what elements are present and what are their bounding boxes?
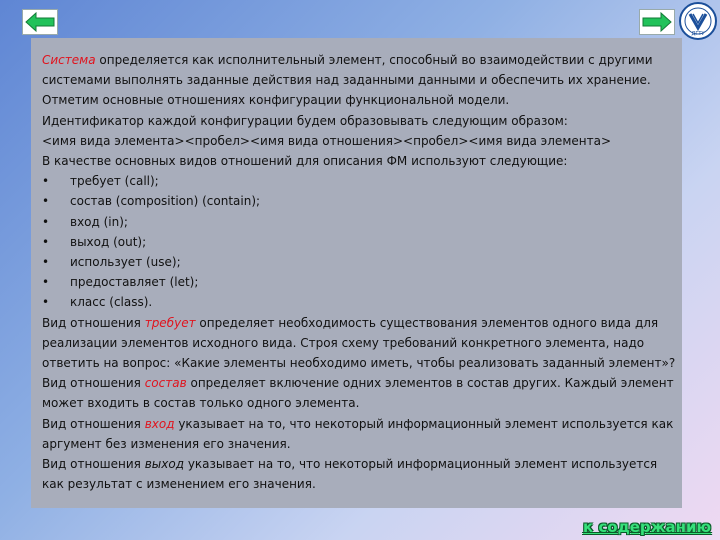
university-logo <box>679 2 717 40</box>
term-in: вход <box>144 416 175 431</box>
list-item: • требует (call); <box>42 174 159 189</box>
paragraph-composition: Вид отношения состав определяет включение одних элементов в состав других. Каждый элемент может входить в состав только одного элемента. <box>42 376 674 411</box>
list-item: • использует (use); <box>42 255 181 270</box>
paragraph-in: Вид отношения вход указывает на то, что некоторый информационный элемент используется как аргумент без изменения его значения. <box>42 416 674 451</box>
text-line: Отметим основные отношениях конфигурации функциональной модели. <box>42 93 510 108</box>
text-line: системами выполнять заданные действия над заданными данными и обеспечить их хранение. <box>42 73 651 88</box>
term-call: требует <box>144 315 196 330</box>
arrow-right-icon <box>640 10 674 34</box>
list-item: • выход (out); <box>42 234 147 249</box>
text-line: Идентификатор каждой конфигурации будем образовывать следующим образом: <box>42 113 568 128</box>
intro-line: Система определяется как исполнительный элемент, способный во взаимодействии с другими <box>42 53 653 67</box>
slide-text <box>42 50 682 494</box>
identifier-template: <имя вида элемента><пробел><имя вида отношения><пробел><имя вида элемента> <box>42 133 611 148</box>
arrow-left-icon <box>23 10 57 34</box>
svg-text:ДГТУ: ДГТУ <box>691 31 705 37</box>
term-composition: состав <box>144 376 187 391</box>
paragraph-call: Вид отношения требует определяет необходимость существования элементов одного вида для реализации элементов исходного вида. Строя схему требований конкретного элемента, надо ответить на вопрос: «Какие элементы необходимо иметь, чтобы реализовать заданный элемент»? <box>42 315 676 371</box>
forward-button[interactable] <box>639 9 675 35</box>
table-of-contents-link[interactable]: к содержанию <box>583 518 712 536</box>
list-item: • вход (in); <box>42 214 128 229</box>
text-line: В качестве основных видов отношений для описания ФМ используют следующие: <box>42 154 568 169</box>
back-button[interactable] <box>22 9 58 35</box>
paragraph-out: Вид отношения выход указывает на то, что некоторый информационный элемент используется как результат с изменением его значения. <box>42 457 658 492</box>
term-out: выход <box>144 457 184 472</box>
list-item: • состав (composition) (contain); <box>42 194 261 209</box>
list-item: • предоставляет (let); <box>42 275 199 290</box>
term-system: Система <box>42 53 96 67</box>
list-item: • класс (class). <box>42 295 153 310</box>
